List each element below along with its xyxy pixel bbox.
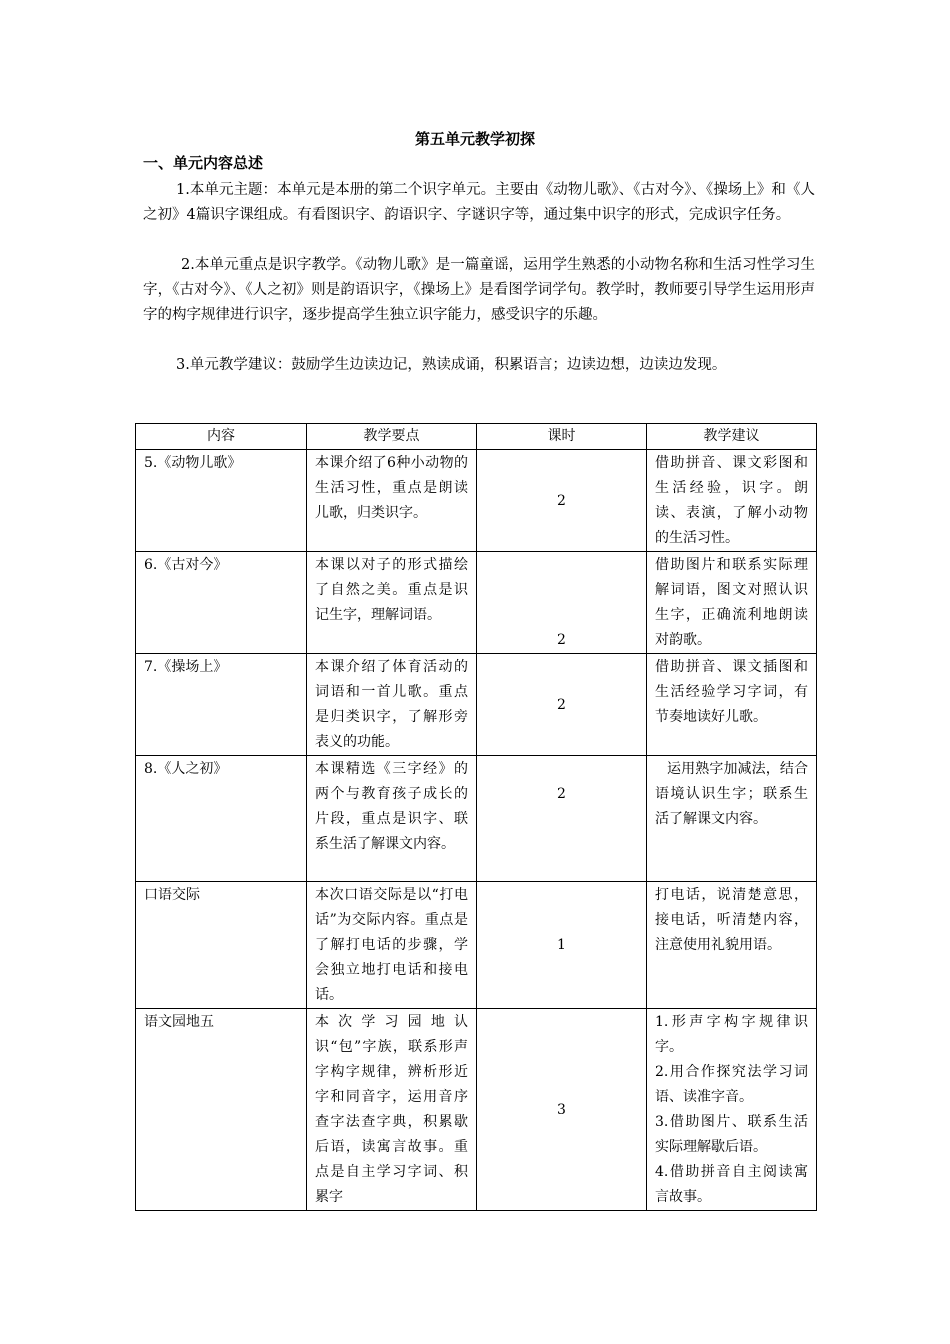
advice-item: 1.形声字构字规律识字。	[655, 1014, 808, 1055]
cell-advice-list	[647, 1009, 817, 1211]
cell-points: 本课介绍了6种小动物的生活习性，重点是朗读儿歌，归类识字。	[307, 450, 477, 552]
table-row	[136, 882, 817, 1009]
header-content: 内容	[136, 424, 307, 450]
table-row	[136, 552, 817, 654]
document-title: 第五单元教学初探	[414, 130, 535, 148]
header-advice: 教学建议	[647, 424, 817, 450]
cell-content: 语文园地五	[136, 1009, 307, 1211]
cell-hours: 2	[477, 552, 647, 654]
cell-points: 本次口语交际是以“打电话”为交际内容。重点是了解打电话的步骤，学会独立地打电话和接电话。	[307, 882, 477, 1009]
table-row	[136, 756, 817, 882]
cell-content: 7.《操场上》	[136, 654, 307, 756]
cell-points: 本课精选《三字经》的两个与教育孩子成长的片段，重点是识字、联系生活了解课文内容。	[307, 756, 477, 882]
advice-item: 2.用合作探究法学习词语、读准字音。	[655, 1064, 808, 1105]
cell-hours: 2	[477, 450, 647, 552]
table-row	[136, 450, 817, 552]
cell-hours: 2	[477, 756, 647, 882]
advice-item: 3.借助图片、联系生活实际理解歇后语。	[655, 1114, 808, 1155]
cell-points: 本课介绍了体育活动的词语和一首儿歌。重点是归类识字，了解形旁表义的功能。	[307, 654, 477, 756]
cell-advice: 借助拼音、课文彩图和生活经验，识字。朗读、表演，了解小动物的生活习性。	[647, 450, 817, 552]
table-row	[136, 1009, 817, 1211]
cell-advice: 借助图片和联系实际理解词语，图文对照认识生字，正确流利地朗读对韵歌。	[647, 552, 817, 654]
paragraph-theme: 1.本单元主题：本单元是本册的第二个识字单元。主要由《动物儿歌》、《古对今》、《操场上》和《人之初》4篇识字课组成。有看图识字、韵语识字、字谜识字等，通过集中识字的形式，完成识字任务。	[143, 182, 815, 223]
table-row	[136, 654, 817, 756]
cell-content: 8.《人之初》	[136, 756, 307, 882]
cell-advice: 借助拼音、课文插图和生活经验学习字词，有节奏地读好儿歌。	[647, 654, 817, 756]
paragraph-focus: 2.本单元重点是识字教学。《动物儿歌》是一篇童谣，运用学生熟悉的小动物名称和生活习性学习生字，《古对今》、《人之初》则是韵语识字，《操场上》是看图学词学句。教学时，教师要引导学生运用形声字的构字规律进行识字，逐步提高学生独立识字能力，感受识字的乐趣。	[143, 257, 815, 323]
cell-advice: 打电话，说清楚意思，接电话，听清楚内容，注意使用礼貌用语。	[647, 882, 817, 1009]
header-hours: 课时	[477, 424, 647, 450]
cell-points: 本课以对子的形式描绘了自然之美。重点是识记生字，理解词语。	[307, 552, 477, 654]
cell-content: 6.《古对今》	[136, 552, 307, 654]
section-heading: 一、单元内容总述	[143, 154, 264, 172]
paragraph-suggestion: 3.单元教学建议：鼓励学生边读边记，熟读成诵，积累语言；边读边想，边读边发现。	[176, 357, 727, 373]
advice-item: 4.借助拼音自主阅读寓言故事。	[655, 1164, 808, 1205]
cell-hours: 1	[477, 882, 647, 1009]
cell-hours: 3	[477, 1009, 647, 1211]
cell-advice: 运用熟字加减法，结合语境认识生字；联系生活了解课文内容。	[647, 756, 817, 882]
cell-content: 5.《动物儿歌》	[136, 450, 307, 552]
cell-points: 本次学习园地认识“包”字族，联系形声字构字规律，辨析形近字和同音字，运用音序查字法查字典，积累歇后语，读寓言故事。重点是自主学习字词、积累字	[307, 1009, 477, 1211]
cell-content: 口语交际	[136, 882, 307, 1009]
lesson-plan-table	[135, 423, 817, 1211]
header-points: 教学要点	[307, 424, 477, 450]
table-header-row	[136, 424, 817, 450]
cell-hours: 2	[477, 654, 647, 756]
